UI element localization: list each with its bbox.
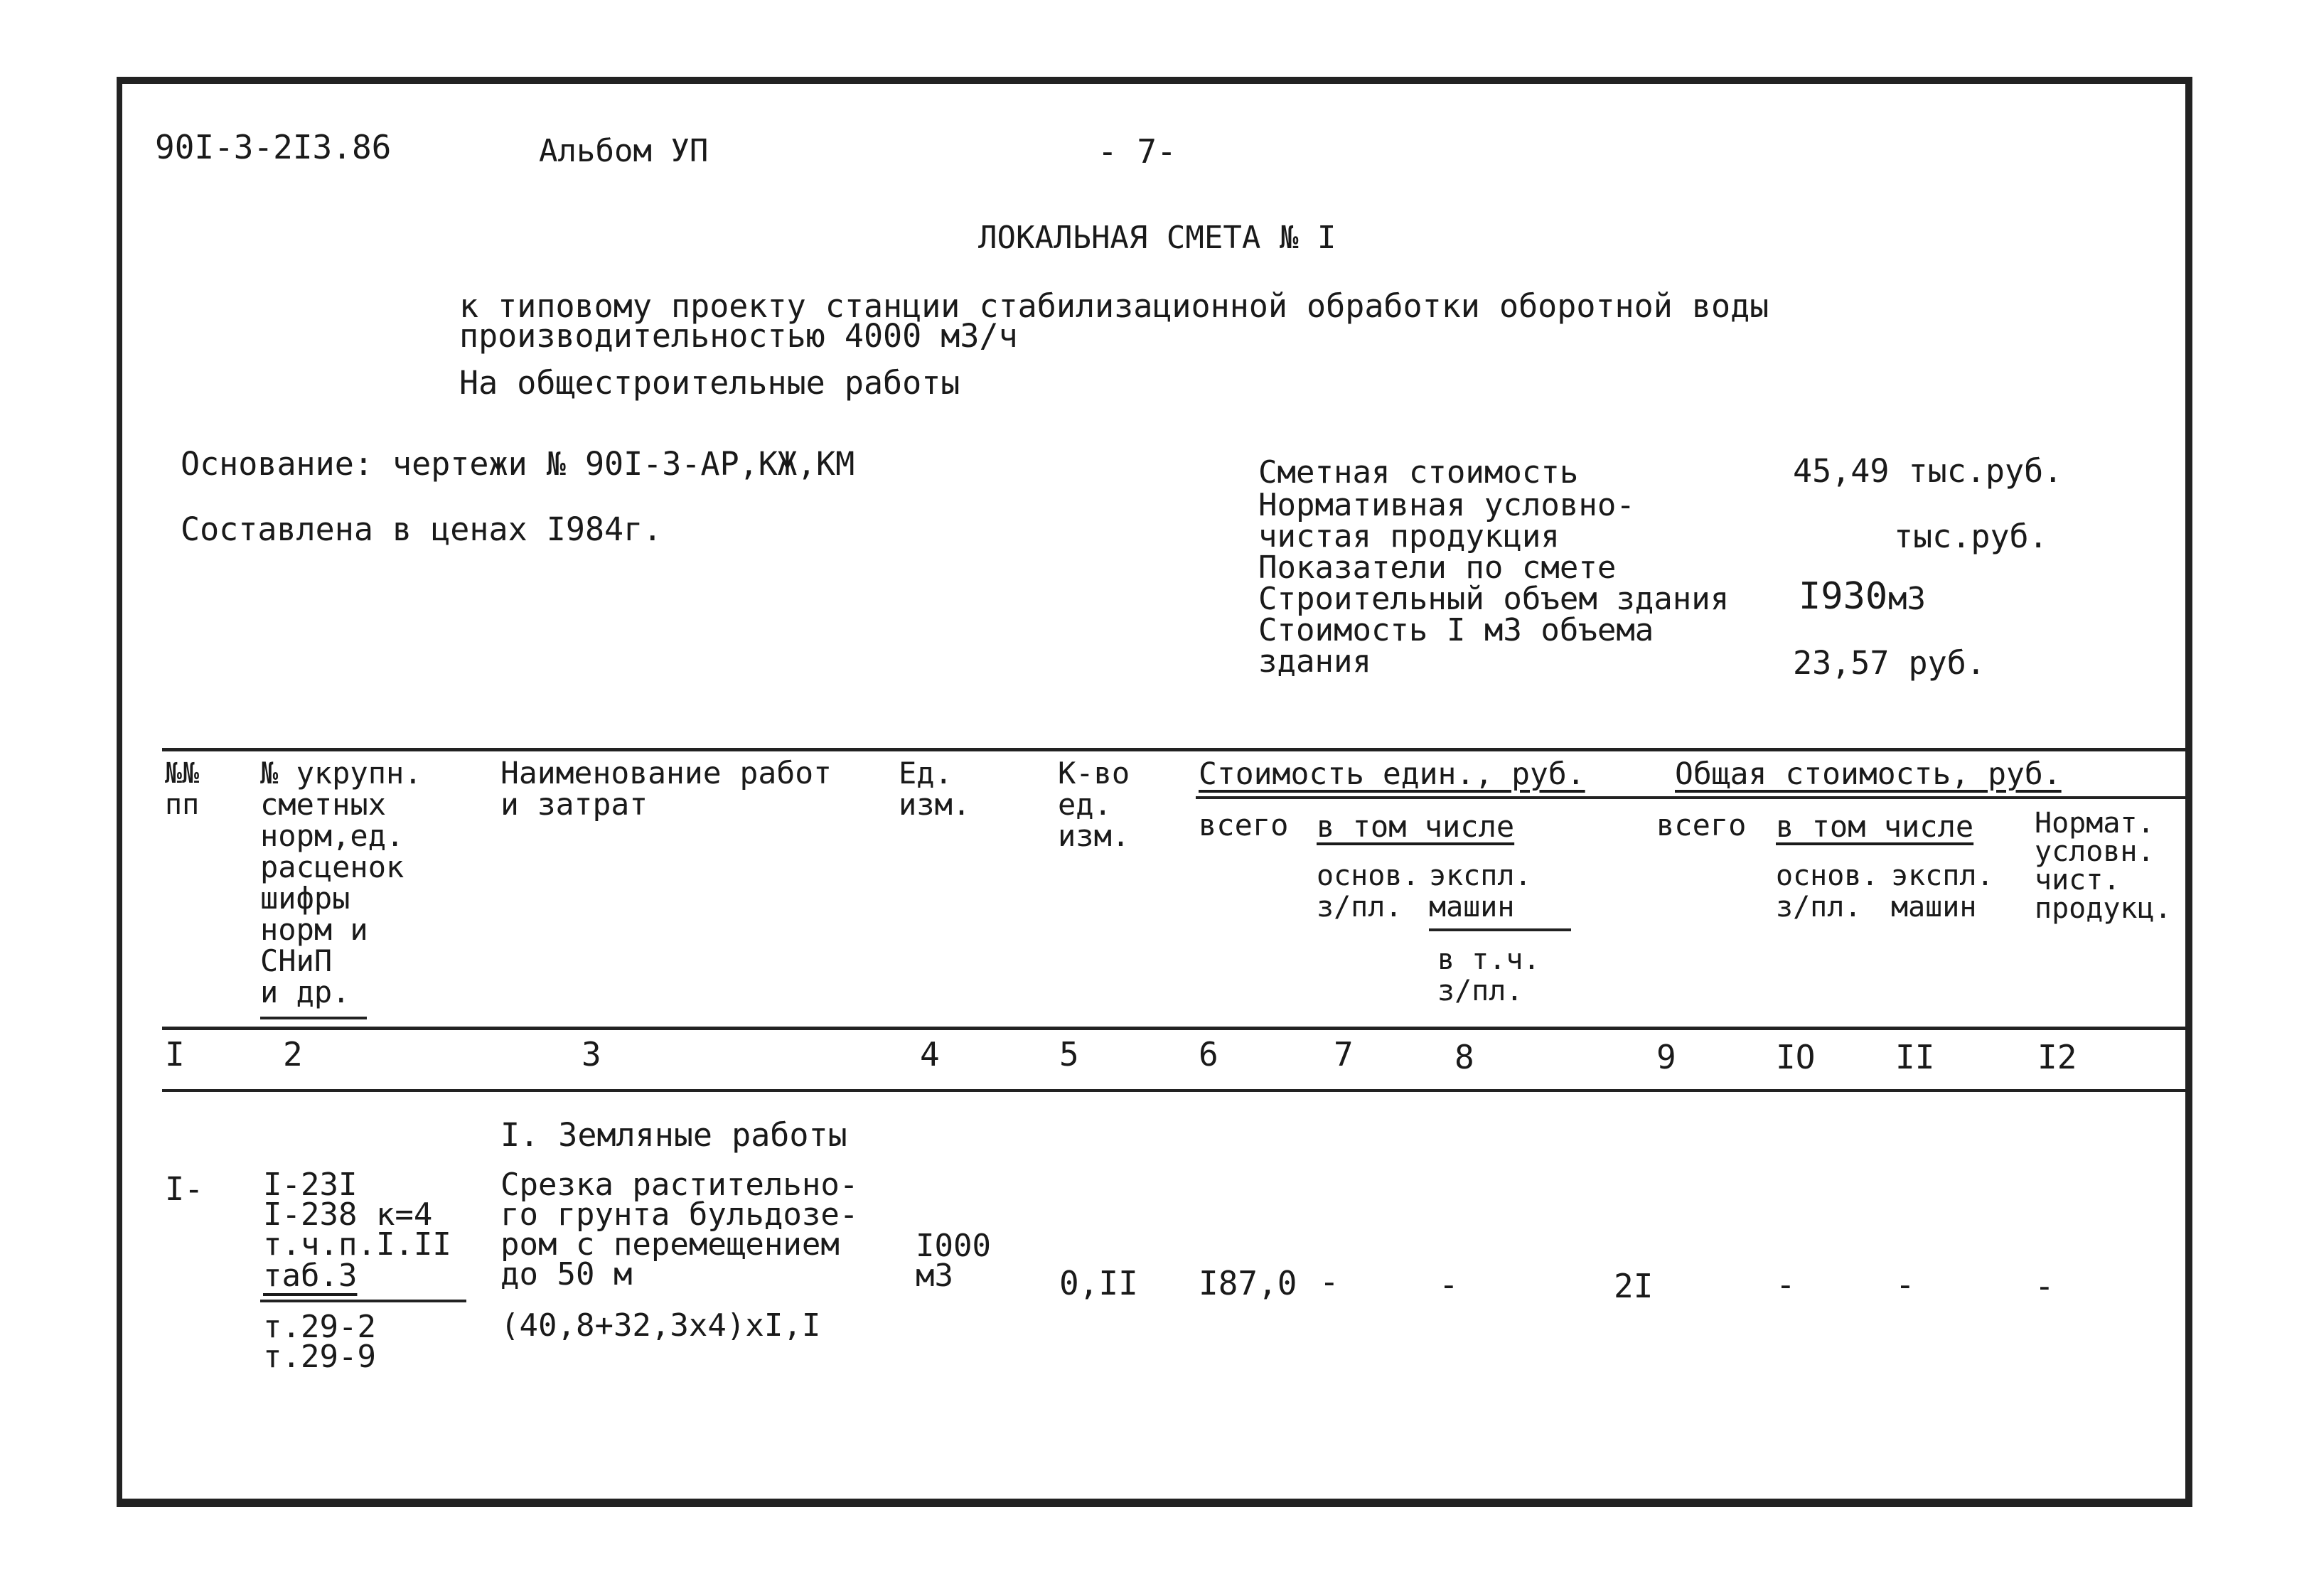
column-number-5: 5	[1059, 1035, 1079, 1073]
unit-cost-value: 23,57 руб.	[1793, 644, 1986, 682]
row-norm-codes: I-23I I-238 к=4 т.ч.п.I.II	[263, 1167, 451, 1263]
row-total-basic-wage: -	[1776, 1265, 1796, 1304]
page-title: ЛОКАЛЬНАЯ СМЕТА № I	[978, 220, 1336, 256]
volume-unit: м3	[1888, 581, 1926, 617]
row-unit: I000 м3	[916, 1228, 991, 1294]
cost-value: 45,49 тыс.руб.	[1793, 452, 2063, 490]
cost-label: Сметная стоимость	[1258, 454, 1579, 491]
norm-label-2: чистая продукция	[1258, 518, 1560, 555]
column-number-8: 8	[1454, 1038, 1474, 1076]
basis-prices: Составлена в ценах I984г.	[181, 510, 663, 548]
unit-incl-header: в том числе	[1317, 809, 1515, 844]
total-machines-header: экспл. машин	[1891, 859, 1994, 923]
total-incl-header: в том числе	[1776, 809, 1974, 844]
col-header-norm-codes: № укрупн. сметных норм,ед. расценок шифры норм и СНиП и др.	[260, 756, 422, 1009]
doc-code: 90I-3-2I3.86	[155, 128, 392, 166]
column-number-9: 9	[1656, 1038, 1676, 1076]
row-total: 2I	[1614, 1267, 1654, 1305]
column-number-7: 7	[1334, 1035, 1354, 1073]
col-header-num: №№ пп	[165, 757, 200, 821]
group-header-rule	[1196, 796, 2191, 799]
row-quantity: 0,II	[1059, 1264, 1138, 1302]
unit-cost-group-header: Стоимость един., руб.	[1199, 756, 1585, 792]
volume-label: Строительный объем здания	[1258, 581, 1730, 617]
row-work-name: Срезка растительно- го грунта бульдозе- ром с перемещением до 50 м	[500, 1167, 859, 1292]
column-number-4: 4	[920, 1035, 940, 1073]
unit-machines-header: экспл. машин	[1429, 859, 1532, 923]
total-cost-group-header: Общая стоимость, руб.	[1675, 756, 2062, 792]
row-unit-machines: -	[1439, 1265, 1459, 1304]
unit-machines-rule	[1429, 928, 1571, 931]
column-number-2: 2	[283, 1035, 303, 1073]
table-top-rule	[162, 748, 2191, 751]
subtitle-line-1: к типовому проекту станции стабилизационной обработки оборотной воды	[459, 287, 1769, 325]
work-type: На общестроительные работы	[459, 364, 960, 402]
row-formula: (40,8+32,3х4)хI,I	[500, 1307, 821, 1344]
column-number-1: I	[165, 1035, 185, 1073]
page-number: - 7-	[1098, 132, 1177, 171]
row-total-machines: -	[1895, 1265, 1915, 1304]
basis-drawings: Основание: чертежи № 90I-3-АР,КЖ,КМ	[181, 445, 855, 483]
unit-cost-label-1: Стоимость I м3 объема	[1258, 612, 1654, 648]
col-header-work-name: Наименование работ и затрат	[500, 756, 832, 823]
col-header-unit: Ед. изм.	[899, 756, 971, 822]
total-total-header: всего	[1656, 808, 1747, 842]
row-norm-table: таб.3	[263, 1258, 358, 1294]
row-norm-codes-extra: т.29-2 т.29-9	[263, 1309, 376, 1375]
norm-product-header: Нормат. условн. чист. продукц.	[2035, 807, 2172, 925]
section-title: I. Земляные работы	[500, 1116, 847, 1154]
column-number-12: I2	[2037, 1038, 2077, 1076]
volume-value: I930	[1799, 575, 1888, 618]
unit-machines-wage-header: в т.ч. з/пл.	[1437, 943, 1541, 1007]
unit-basic-wage-header: основ. з/пл.	[1317, 859, 1420, 923]
album-label: Альбом УП	[539, 133, 709, 169]
row-norm-product: -	[2035, 1267, 2054, 1305]
column-numbers-top-rule	[162, 1027, 2191, 1030]
col2-underline	[260, 1017, 367, 1019]
column-number-6: 6	[1199, 1035, 1218, 1073]
column-number-11: II	[1895, 1038, 1935, 1076]
indicators-label: Показатели по смете	[1258, 550, 1617, 586]
unit-total-header: всего	[1199, 808, 1289, 842]
column-number-3: 3	[582, 1035, 601, 1073]
column-number-10: IO	[1776, 1038, 1816, 1076]
unit-cost-label-2: здания	[1258, 643, 1371, 680]
row-norm-rule	[260, 1300, 466, 1302]
subtitle-line-2: производительностью 4000 м3/ч	[459, 317, 1018, 355]
row-unit-total: I87,0	[1199, 1264, 1297, 1302]
total-basic-wage-header: основ. з/пл.	[1776, 859, 1879, 923]
row-number: I-	[165, 1170, 204, 1208]
column-numbers-bottom-rule	[162, 1089, 2191, 1092]
norm-value: тыс.руб.	[1894, 518, 2048, 555]
norm-label-1: Нормативная условно-	[1258, 487, 1635, 523]
col-header-quantity: К-во ед. изм.	[1058, 756, 1130, 853]
row-unit-basic-wage: -	[1319, 1263, 1339, 1301]
